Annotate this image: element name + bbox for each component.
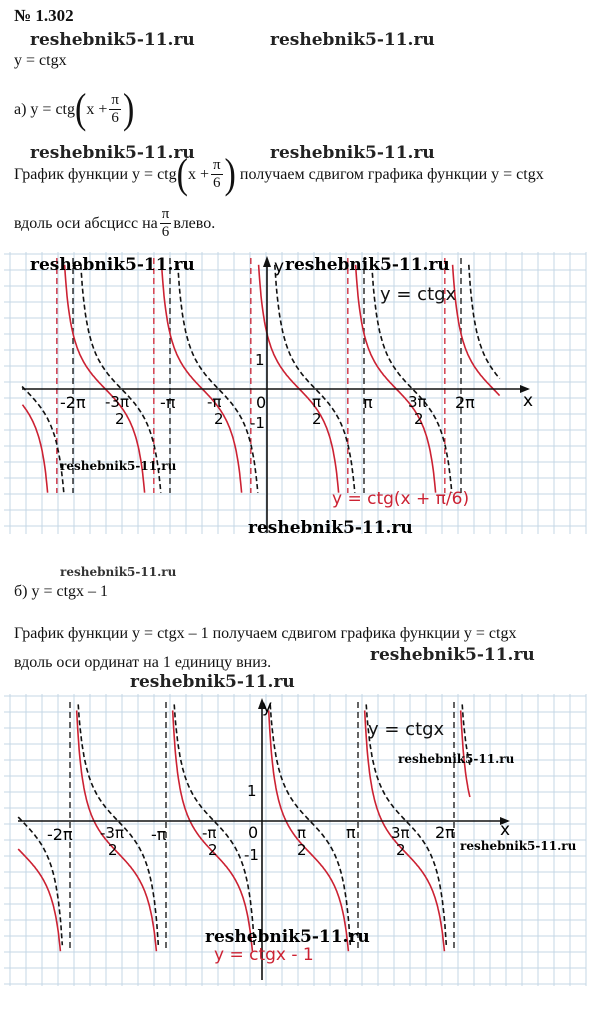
- tick-label: 2: [414, 410, 424, 428]
- watermark: reshebnik5-11.ru: [270, 30, 435, 50]
- tick-label: -2π: [47, 825, 73, 844]
- tick-label: -π: [207, 393, 222, 411]
- tick-label: π: [346, 823, 356, 842]
- tick-label: -π: [202, 824, 217, 842]
- graph-1: [0, 248, 600, 538]
- watermark: reshebnik5-11.ru: [370, 645, 535, 665]
- tick-label: 2: [115, 410, 125, 428]
- watermark: reshebnik5-11.ru: [205, 927, 370, 947]
- watermark: reshebnik5-11.ru: [398, 752, 515, 766]
- part-a-formula: а) y = ctg ( x + $\frac{\pi}{6}$ ): [14, 85, 135, 132]
- part-b-label: б) y = ctgx – 1: [14, 583, 109, 600]
- tick-label: -1: [244, 846, 259, 864]
- watermark: reshebnik5-11.ru: [30, 143, 195, 163]
- grid: [4, 252, 586, 534]
- tick-label: 2: [312, 410, 322, 428]
- fraction: $\frac{\pi}{6}$: [161, 206, 170, 240]
- watermark: reshebnik5-11.ru: [30, 30, 195, 50]
- tick-label: 2: [208, 841, 218, 859]
- legend-shifted: y = ctgx - 1: [214, 945, 314, 965]
- tick-label: 0: [256, 393, 267, 412]
- graph-2: [0, 690, 600, 990]
- tick-label: -π: [160, 393, 176, 412]
- tick-label: 3π: [391, 824, 410, 842]
- tick-label: -1: [250, 414, 265, 432]
- watermark: reshebnik5-11.ru: [60, 459, 177, 473]
- part-a-arg: x +: [86, 100, 108, 118]
- y-axis-label: y: [274, 257, 285, 277]
- base-function: y = ctgx: [14, 52, 67, 69]
- watermark: reshebnik5-11.ru: [270, 143, 435, 163]
- tick-label: 2: [108, 841, 118, 859]
- tick-label: π: [363, 393, 373, 412]
- tick-label: 3π: [408, 393, 427, 411]
- tick-label: 1: [247, 782, 257, 800]
- part-a-explanation: График функции y = ctg ( x + $\frac{\pi}{6}$ ) получаем сдвигом графика функции y = ctgx: [14, 150, 544, 197]
- x-axis-label: x: [500, 820, 511, 840]
- tick-label: 2: [396, 841, 406, 859]
- y-axis-label: y: [262, 697, 273, 717]
- legend-ctgx: y = ctgx: [368, 719, 445, 740]
- tick-label: 2: [214, 410, 224, 428]
- watermark: reshebnik5-11.ru: [248, 518, 413, 538]
- part-a-label: а) y = ctg: [14, 100, 75, 118]
- watermark: reshebnik5-11.ru: [285, 255, 450, 275]
- fraction: $\frac{\pi}{6}$: [111, 92, 119, 126]
- tick-label: -2π: [60, 393, 86, 412]
- tick-label: -3π: [105, 393, 129, 411]
- tick-label: 2π: [435, 823, 455, 842]
- watermark: reshebnik5-11.ru: [460, 839, 577, 853]
- problem-number: № 1.302: [14, 6, 74, 25]
- tick-label: -3π: [100, 824, 124, 842]
- tick-label: π: [297, 824, 307, 842]
- watermark: reshebnik5-11.ru: [30, 255, 195, 275]
- watermark: reshebnik5-11.ru: [60, 565, 177, 579]
- fraction: $\frac{\pi}{6}$: [212, 157, 221, 191]
- legend-ctgx: y = ctgx: [380, 284, 457, 305]
- x-axis-label: x: [523, 391, 534, 411]
- part-a-explanation-2: вдоль оси абсцисс на $\frac{\pi}{6}$ влево.: [14, 206, 216, 240]
- tick-label: π: [312, 393, 322, 411]
- tick-label: 2π: [455, 393, 475, 412]
- tick-label: 0: [248, 823, 259, 842]
- tick-label: 2: [297, 841, 307, 859]
- watermark: reshebnik5-11.ru: [130, 672, 295, 692]
- legend-shifted: y = ctg(x + π/6): [332, 489, 470, 509]
- tick-label: 1: [255, 351, 265, 369]
- part-b-explanation-2: вдоль оси ординат на 1 единицу вниз.: [14, 654, 272, 671]
- tick-label: -π: [151, 825, 167, 844]
- part-b-explanation: График функции y = ctgx – 1 получаем сдвигом графика функции y = ctgx: [14, 625, 517, 642]
